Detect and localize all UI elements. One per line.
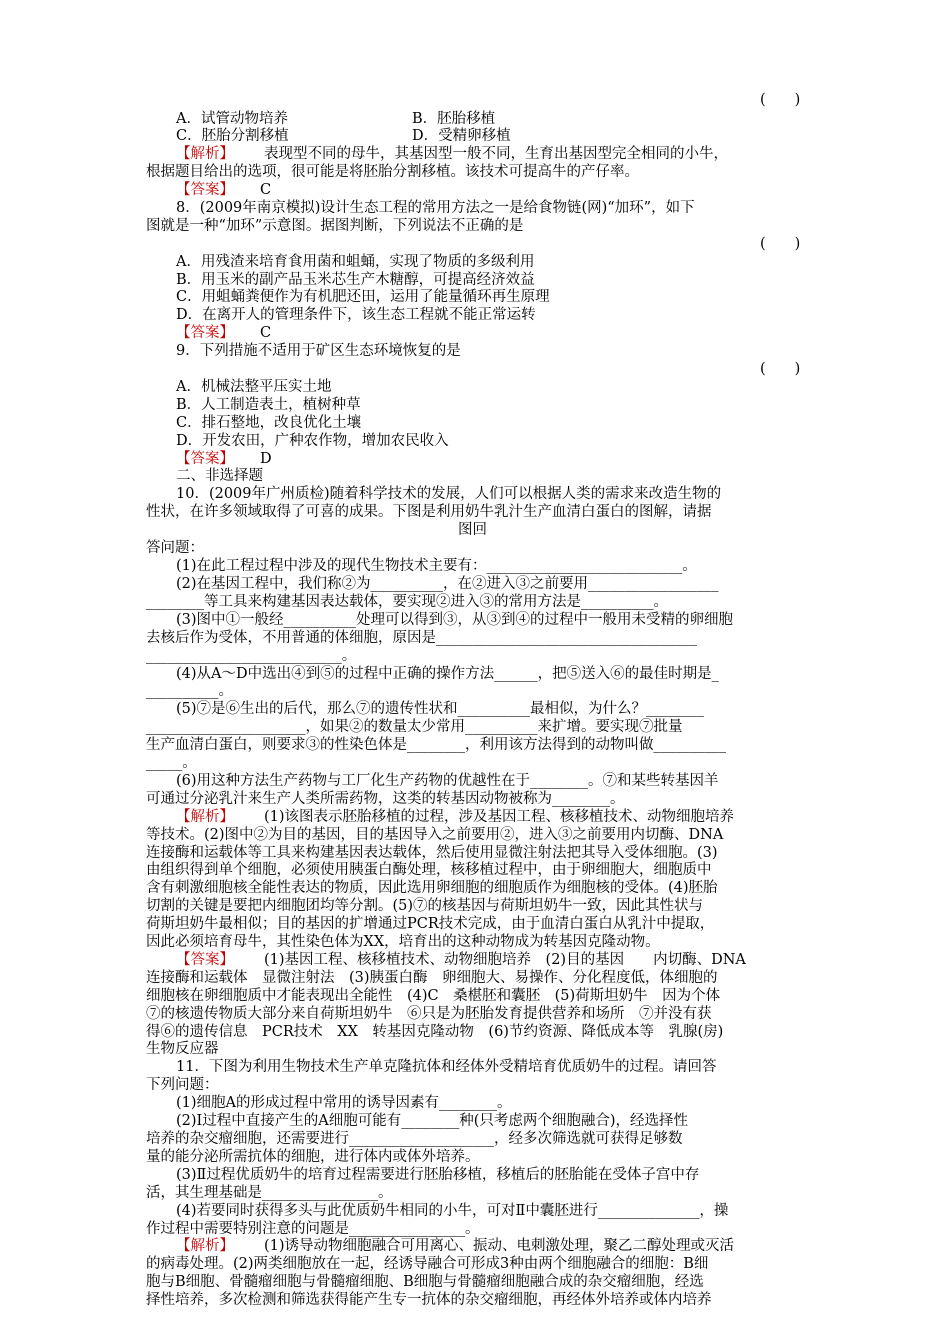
text-line <box>0 396 950 415</box>
text-line <box>0 1237 950 1256</box>
text-line <box>0 324 950 343</box>
text-segment: D <box>260 451 272 467</box>
text-segment: 荷斯坦奶牛最相似；目的基因的扩增通过PCR技术完成，由于血清白蛋白从乳汁中提取， <box>146 916 715 932</box>
text-line <box>0 1184 950 1203</box>
text-segment: (1)在此工程过程中涉及的现代生物技术主要有：___________________________。 <box>176 558 697 574</box>
text-segment: 切割的关键是要把内细胞团均等分割。(5)⑦的核基因与荷斯坦奶牛一致，因此其性状与 <box>146 898 704 914</box>
text-segment: 8．(2009年南京模拟)设计生态工程的常用方法之一是给食物链(网)“加环”，如下 <box>176 200 695 216</box>
text-line <box>0 611 950 630</box>
text-segment: __________。 <box>146 683 233 699</box>
text-line <box>0 306 950 325</box>
text-line <box>0 629 950 648</box>
text-line <box>0 235 950 254</box>
text-line <box>0 288 950 307</box>
text-line <box>0 951 950 970</box>
text-segment: ( ) <box>760 361 801 377</box>
text-line <box>0 718 950 737</box>
text-segment: 得⑥的遗传信息 PCR技术 XX 转基因克隆动物 (6)节约资源、降低成本等 乳腺(房) <box>146 1024 724 1040</box>
text-line <box>0 593 950 612</box>
text-segment: (1)该图表示胚胎移植的过程，涉及基因工程、核移植技术、动物细胞培养 <box>264 809 735 825</box>
text-segment: 连接酶和运载体等工具来构建基因表达载体，然后使用显微注射法把其导入受体细胞。(3) <box>146 845 718 861</box>
text-line <box>0 826 950 845</box>
text-segment: 由组织得到单个细胞，必须使用胰蛋白酶处理，核移植过程中，由于卵细胞大，细胞质中 <box>146 862 712 878</box>
text-line <box>0 91 950 110</box>
section-tag: 【答案】 <box>176 325 234 341</box>
section-tag: 【答案】 <box>176 952 234 968</box>
text-segment: (4)从A～D中选出④到⑤的过程中正确的操作方法______，把⑤送入⑥的最佳时期是_ <box>176 666 719 682</box>
text-segment: 胞与B细胞、骨髓瘤细胞与骨髓瘤细胞、B细胞与骨髓瘤细胞融合成的杂交瘤细胞，经选 <box>146 1274 704 1290</box>
text-line <box>0 432 950 451</box>
text-segment: ( ) <box>760 236 801 252</box>
text-segment: 连接酶和运载体 显微注射法 (3)胰蛋白酶 卵细胞大、易操作、分化程度低，体细胞的 <box>146 970 718 986</box>
text-segment: 细胞核在卵细胞质中才能表现出全能性 (4)C 桑椹胚和囊胚 (5)荷斯坦奶牛 因为个体 <box>146 988 721 1004</box>
text-line <box>0 772 950 791</box>
text-line <box>0 915 950 934</box>
text-line <box>0 1255 950 1274</box>
text-segment: 可通过分泌乳汁来生产人类所需药物，这类的转基因动物被称为________。 <box>146 791 625 807</box>
text-segment: 择性培养，多次检测和筛选获得能产生专一抗体的杂交瘤细胞，再经体外培养或体内培养 <box>146 1292 712 1308</box>
text-segment: ________等工具来构建基因表达载体，要实现②进入③的常用方法是__________。 <box>146 594 668 610</box>
text-segment: ( ) <box>760 92 801 108</box>
text-line <box>0 485 950 504</box>
section-tag: 【解析】 <box>176 809 234 825</box>
text-line <box>0 127 950 146</box>
text-line <box>0 1166 950 1185</box>
text-line <box>0 1005 950 1024</box>
text-segment: 培养的杂交瘤细胞，还需要进行____________________，经多次筛选就可获得足够数 <box>146 1131 683 1147</box>
text-line <box>0 1058 950 1077</box>
text-segment: 等技术。(2)图中②为目的基因，目的基因导入之前要用②，进入③之前要用内切酶、DNA <box>146 827 724 843</box>
text-segment: A．机械法整平压实土地 <box>176 379 332 395</box>
text-line <box>0 969 950 988</box>
text-line <box>0 861 950 880</box>
text-segment: 根据题目给出的选项，很可能是将胚胎分割移植。该技术可提高牛的产仔率。 <box>146 164 639 180</box>
text-segment: ___________________________。 <box>146 648 357 664</box>
text-segment: C <box>260 182 272 198</box>
text-line <box>0 521 950 540</box>
text-segment: 含有刺激细胞核全能性表达的物质，因此选用卵细胞的细胞质作为细胞核的受体。(4)胚胎 <box>146 880 718 896</box>
text-segment: (6)用这种方法生产药物与工厂化生产药物的优越性在于________。⑦和某些转基因羊 <box>176 773 719 789</box>
text-line <box>0 414 950 433</box>
text-segment: C <box>260 325 272 341</box>
text-segment: 11．下图为利用生物技术生产单克隆抗体和经体外受精培育优质奶牛的过程。请回答 <box>176 1059 717 1075</box>
text-line <box>0 378 950 397</box>
text-line <box>0 163 950 182</box>
text-line <box>0 1094 950 1113</box>
text-line <box>0 342 950 361</box>
text-segment: B．人工制造表土，植树种草 <box>176 397 361 413</box>
text-segment: 9．下列措施不适用于矿区生态环境恢复的是 <box>176 343 461 359</box>
text-segment: 下列问题： <box>146 1077 219 1093</box>
text-segment: 生产血清白蛋白，则要求③的性染色体是________，利用该方法得到的动物叫做__________ <box>146 737 726 753</box>
text-segment: 量的能分泌所需抗体的细胞，进行体内或体外培养。 <box>146 1149 480 1165</box>
text-segment: (3)Ⅱ过程优质奶牛的培育过程需要进行胚胎移植，移植后的胚胎能在受体子宫中存 <box>176 1167 700 1183</box>
text-line <box>0 360 950 379</box>
text-segment: ______________________，如果②的数量太少常用__________来扩增。要实现⑦批量 <box>146 719 683 735</box>
text-line <box>0 1040 950 1059</box>
text-line <box>0 539 950 558</box>
text-line <box>0 879 950 898</box>
text-segment: 去核后作为受体，不用普通的体细胞，原因是____________________________________ <box>146 630 697 646</box>
text-segment: (4)若要同时获得多头与此优质奶牛相同的小牛，可对Ⅱ中囊胚进行______________，操 <box>176 1203 729 1219</box>
section-tag: 【答案】 <box>176 451 234 467</box>
text-segment: 的病毒处理。(2)两类细胞放在一起，经诱导融合可形成3种由两个细胞融合的细胞：B细 <box>146 1256 709 1272</box>
text-segment: C．胚胎分割移植 <box>176 128 289 144</box>
text-line <box>0 808 950 827</box>
text-line <box>0 217 950 236</box>
text-line <box>0 1202 950 1221</box>
text-segment: (1)基因工程、核移植技术、动物细胞培养 (2)目的基因 内切酶、DNA <box>264 952 746 968</box>
text-segment: 作过程中需要特别注意的问题是________________。 <box>146 1221 480 1237</box>
text-segment: B．胚胎移植 <box>412 111 496 127</box>
text-segment: ⑦的核遗传物质大部分来自荷斯坦奶牛 ⑥只是为胚胎发育提供营养和场所 ⑦并没有获 <box>146 1006 712 1022</box>
text-line <box>0 987 950 1006</box>
text-segment: 答问题： <box>146 540 204 556</box>
text-line <box>0 1130 950 1149</box>
text-segment: 表现型不同的母牛，其基因型一般不同，生育出基因型完全相同的小牛， <box>264 146 728 162</box>
text-line <box>0 700 950 719</box>
text-segment: C．排石整地，改良优化土壤 <box>176 415 362 431</box>
text-segment: 生物反应器 <box>146 1041 219 1057</box>
text-segment: _____。 <box>146 755 197 771</box>
text-line <box>0 575 950 594</box>
text-line <box>0 1148 950 1167</box>
text-line <box>0 790 950 809</box>
text-segment: (5)⑦是⑥生出的后代，那么⑦的遗传性状和__________最相似，为什么？________ <box>176 701 705 717</box>
section-tag: 【解析】 <box>176 1238 234 1254</box>
text-segment: B．用玉米的副产品玉米芯生产木糖醇，可提高经济效益 <box>176 272 535 288</box>
text-line <box>0 682 950 701</box>
text-line <box>0 1076 950 1095</box>
text-segment: 活，其生理基础是________________。 <box>146 1185 393 1201</box>
text-line <box>0 503 950 522</box>
text-segment: 因此必须培育母牛，其性染色体为XX，培育出的这种动物成为转基因克隆动物。 <box>146 934 660 950</box>
text-line <box>0 557 950 576</box>
text-segment: (2)在基因工程中，我们称②为__________，在②进入③之前要用__________________ <box>176 576 719 592</box>
text-line <box>0 1112 950 1131</box>
text-line <box>0 181 950 200</box>
text-line <box>0 467 950 486</box>
text-line <box>0 754 950 773</box>
text-line <box>0 145 950 164</box>
text-segment: 图回 <box>458 522 487 538</box>
text-segment: (1)诱导动物细胞融合可用离心、振动、电刺激处理，聚乙二醇处理或灭活 <box>264 1238 735 1254</box>
text-segment: D．在离开人的管理条件下，该生态工程就不能正常运转 <box>176 307 536 323</box>
text-line <box>0 736 950 755</box>
text-segment: 二、非选择题 <box>176 468 263 484</box>
text-segment: (1)细胞A的形成过程中常用的诱导因素有________。 <box>176 1095 512 1111</box>
text-line <box>0 199 950 218</box>
text-line <box>0 933 950 952</box>
text-line <box>0 1273 950 1292</box>
text-line <box>0 897 950 916</box>
text-line <box>0 253 950 272</box>
text-segment: 性状，在许多领域取得了可喜的成果。下图是利用奶牛乳汁生产血清白蛋白的图解，请据 <box>146 504 712 520</box>
text-segment: D．开发农田，广种农作物，增加农民收入 <box>176 433 449 449</box>
text-segment: (2)Ⅰ过程中直接产生的A细胞可能有________种(只考虑两个细胞融合)，经选择性 <box>176 1113 689 1129</box>
text-line <box>0 1291 950 1310</box>
text-segment: A．试管动物培养 <box>176 111 288 127</box>
text-segment: D．受精卵移植 <box>412 128 511 144</box>
text-segment: C．用蛆蛹粪便作为有机肥还田，运用了能量循环再生原理 <box>176 289 550 305</box>
text-segment: A．用残渣来培育食用菌和蛆蛹，实现了物质的多级利用 <box>176 254 535 270</box>
section-tag: 【解析】 <box>176 146 234 162</box>
text-segment: 图就是一种“加环”示意图。据图判断，下列说法不正确的是 <box>146 218 524 234</box>
text-segment: (3)图中①一般经__________处理可以得到③，从③到④的过程中一般用未受精的卵细胞 <box>176 612 734 628</box>
text-line <box>0 647 950 666</box>
section-tag: 【答案】 <box>176 182 234 198</box>
text-segment: 10．(2009年广州质检)随着科学技术的发展，人们可以根据人类的需求来改造生物的 <box>176 486 722 502</box>
